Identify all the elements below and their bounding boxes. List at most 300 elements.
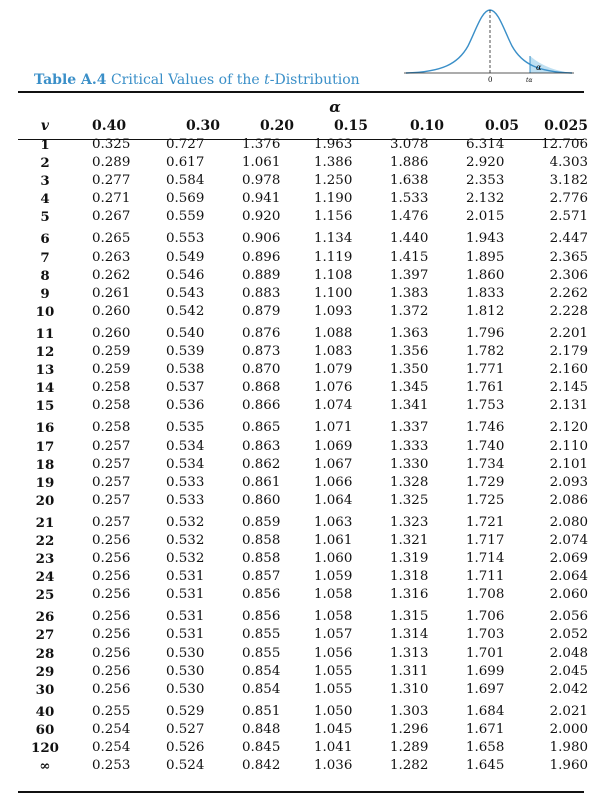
critical-value-cell: 1.057 — [314, 627, 353, 643]
critical-value-cell: 1.440 — [390, 231, 429, 247]
critical-value-cell: 1.761 — [466, 380, 505, 396]
critical-value-cell: 0.848 — [242, 721, 281, 737]
v-header: v — [40, 118, 50, 134]
alpha-col-header: 0.40 — [92, 118, 127, 134]
critical-value-cell: 6.314 — [466, 137, 505, 152]
critical-value-cell: 0.255 — [92, 703, 131, 719]
critical-value-cell: 0.866 — [242, 398, 281, 414]
table-row — [20, 492, 588, 510]
caption-t-symbol: t — [264, 72, 270, 88]
critical-value-cell: 1.041 — [314, 740, 353, 755]
critical-value-cell: 2.052 — [549, 627, 588, 643]
critical-value-cell: 1.356 — [390, 344, 429, 360]
critical-value-cell: 0.865 — [242, 420, 281, 436]
critical-value-cell: 1.812 — [466, 303, 505, 319]
critical-value-cell: 1.703 — [466, 627, 505, 643]
critical-value-cell: 0.861 — [242, 474, 281, 490]
df-cell: 4 — [40, 191, 50, 208]
critical-value-cell: 0.256 — [92, 645, 131, 661]
df-cell: 60 — [35, 721, 55, 738]
critical-value-cell: 2.306 — [549, 267, 588, 283]
critical-value-cell: 2.110 — [549, 438, 588, 454]
top-rule — [18, 91, 584, 93]
critical-value-cell: 1.045 — [314, 721, 353, 737]
critical-value-cell: 0.535 — [166, 420, 205, 436]
critical-value-cell: 0.920 — [242, 209, 281, 225]
df-cell: 19 — [35, 474, 55, 491]
critical-value-cell: 0.529 — [166, 703, 205, 719]
critical-value-cell: 0.257 — [92, 438, 131, 454]
critical-value-cell: 1.684 — [466, 703, 505, 719]
critical-value-cell: 0.536 — [166, 398, 205, 414]
critical-value-cell: 1.088 — [314, 325, 353, 341]
critical-value-cell: 1.064 — [314, 492, 353, 508]
critical-value-cell: 1.782 — [466, 344, 505, 360]
df-cell: 14 — [35, 380, 55, 397]
df-cell: 22 — [35, 532, 55, 549]
table-row — [20, 397, 588, 415]
critical-value-cell: 0.532 — [166, 514, 205, 530]
df-cell: 11 — [35, 325, 55, 342]
df-cell: 16 — [35, 420, 55, 437]
critical-value-cell: 0.267 — [92, 209, 131, 225]
caption-text-before: Critical Values of the — [110, 72, 265, 88]
critical-value-cell: 1.071 — [314, 420, 353, 436]
table-row — [20, 645, 588, 663]
critical-value-cell: 1.319 — [390, 551, 429, 567]
critical-value-cell: 0.553 — [166, 231, 205, 247]
critical-value-cell: 1.282 — [390, 758, 429, 774]
critical-value-cell: 0.532 — [166, 551, 205, 567]
critical-value-cell: 1.060 — [314, 551, 353, 567]
critical-value-cell: 1.337 — [390, 420, 429, 436]
critical-value-cell: 1.323 — [390, 514, 429, 530]
critical-value-cell: 1.328 — [390, 474, 429, 490]
critical-value-cell: 1.697 — [466, 681, 505, 697]
table-row — [20, 415, 588, 437]
critical-value-cell: 2.447 — [549, 231, 588, 247]
critical-value-cell: 2.060 — [549, 587, 588, 603]
critical-value-cell: 0.533 — [166, 474, 205, 490]
df-cell: 5 — [40, 209, 50, 226]
critical-value-cell: 1.296 — [390, 721, 429, 737]
critical-value-cell: 1.886 — [390, 155, 429, 171]
df-cell: 24 — [35, 569, 55, 586]
critical-value-cell: 1.093 — [314, 303, 353, 319]
critical-value-cell: 3.182 — [549, 173, 588, 189]
critical-value-cell: 0.257 — [92, 492, 131, 508]
table-row — [20, 190, 588, 208]
critical-value-cell: 0.539 — [166, 344, 205, 360]
critical-value-cell: 2.145 — [549, 380, 588, 396]
critical-value-cell: 0.896 — [242, 249, 281, 265]
critical-value-cell: 0.257 — [92, 514, 131, 530]
table-body — [20, 136, 588, 775]
critical-value-cell: 12.706 — [541, 137, 588, 152]
critical-value-cell: 1.314 — [390, 627, 429, 643]
critical-value-cell: 0.263 — [92, 249, 131, 265]
critical-value-cell: 1.076 — [314, 380, 353, 396]
table-row — [20, 586, 588, 604]
critical-value-cell: 1.315 — [390, 609, 429, 625]
df-cell: 23 — [35, 551, 55, 568]
critical-value-cell: 2.131 — [549, 398, 588, 414]
table-row — [20, 267, 588, 285]
critical-value-cell: 0.277 — [92, 173, 131, 189]
critical-value-cell: 2.021 — [549, 703, 588, 719]
critical-value-cell: 2.228 — [549, 303, 588, 319]
critical-value-cell: 0.256 — [92, 587, 131, 603]
df-cell: 12 — [35, 344, 55, 361]
critical-value-cell: 0.856 — [242, 609, 281, 625]
critical-value-cell: 0.883 — [242, 285, 281, 301]
df-cell: 13 — [35, 362, 55, 379]
critical-value-cell: 1.533 — [390, 191, 429, 207]
critical-value-cell: 0.527 — [166, 721, 205, 737]
critical-value-cell: 0.256 — [92, 569, 131, 585]
table-row — [20, 568, 588, 586]
table-row — [20, 208, 588, 226]
critical-value-cell: 2.353 — [466, 173, 505, 189]
critical-value-cell: 0.260 — [92, 325, 131, 341]
critical-value-cell: 0.259 — [92, 344, 131, 360]
critical-value-cell: 1.310 — [390, 681, 429, 697]
table-row — [20, 532, 588, 550]
critical-value-cell: 1.980 — [549, 740, 588, 755]
df-cell: 28 — [35, 645, 55, 662]
table-row — [20, 154, 588, 172]
alpha-col-header: 0.025 — [544, 118, 588, 134]
critical-value-cell: 0.531 — [166, 569, 205, 585]
critical-value-cell: 1.156 — [314, 209, 353, 225]
table-row — [20, 663, 588, 681]
table-row — [20, 285, 588, 303]
distribution-curve — [406, 10, 572, 73]
critical-value-cell: 1.303 — [390, 703, 429, 719]
critical-value-cell: 0.258 — [92, 420, 131, 436]
critical-value-cell: 0.856 — [242, 587, 281, 603]
df-cell: 25 — [35, 587, 55, 604]
critical-value-cell: 1.036 — [314, 758, 353, 774]
table-row — [20, 456, 588, 474]
critical-value-cell: 0.325 — [92, 137, 131, 152]
critical-value-cell: 0.271 — [92, 191, 131, 207]
t-distribution-figure — [402, 2, 578, 86]
critical-value-cell: 1.061 — [242, 155, 281, 171]
critical-value-cell: 0.532 — [166, 532, 205, 548]
critical-value-cell: 1.055 — [314, 681, 353, 697]
critical-value-cell: 0.542 — [166, 303, 205, 319]
critical-value-cell: 0.537 — [166, 380, 205, 396]
critical-value-cell: 1.383 — [390, 285, 429, 301]
critical-value-cell: 0.727 — [166, 137, 205, 152]
critical-value-cell: 1.345 — [390, 380, 429, 396]
alpha-header: α — [329, 98, 341, 116]
critical-value-cell: 0.531 — [166, 587, 205, 603]
critical-value-cell: 1.708 — [466, 587, 505, 603]
zero-label: 0 — [488, 76, 493, 84]
critical-value-cell: 0.543 — [166, 285, 205, 301]
alpha-col-header: 0.10 — [409, 118, 445, 134]
critical-value-cell: 2.080 — [549, 514, 588, 530]
critical-value-cell: 1.711 — [466, 569, 505, 585]
critical-value-cell: 1.376 — [242, 137, 281, 152]
critical-value-cell: 1.058 — [314, 587, 353, 603]
critical-value-cell: 0.559 — [166, 209, 205, 225]
table-row — [20, 172, 588, 190]
critical-value-cell: 1.313 — [390, 645, 429, 661]
critical-value-cell: 1.699 — [466, 663, 505, 679]
caption-text-after: -Distribution — [269, 72, 360, 88]
critical-value-cell: 2.179 — [549, 344, 588, 360]
critical-value-cell: 0.254 — [92, 740, 131, 755]
bottom-rule — [18, 791, 584, 793]
critical-value-cell: 1.372 — [390, 303, 429, 319]
critical-value-cell: 1.190 — [314, 191, 353, 207]
df-cell: 30 — [35, 681, 55, 698]
table-row — [20, 438, 588, 456]
table-number: Table A.4 — [34, 72, 107, 88]
critical-value-cell: 0.260 — [92, 303, 131, 319]
critical-value-cell: 1.729 — [466, 474, 505, 490]
critical-value-cell: 2.000 — [549, 721, 588, 737]
alpha-col-header: 0.05 — [484, 118, 520, 134]
critical-value-cell: 0.862 — [242, 456, 281, 472]
df-cell: 27 — [35, 627, 55, 644]
critical-value-cell: 1.250 — [314, 173, 353, 189]
critical-value-cell: 0.842 — [242, 758, 281, 774]
df-cell: 7 — [40, 249, 50, 266]
critical-value-cell: 1.074 — [314, 398, 353, 414]
critical-value-cell: 1.960 — [549, 758, 588, 774]
critical-value-cell: 2.120 — [549, 420, 588, 436]
df-cell: 26 — [35, 609, 55, 626]
table-row — [20, 474, 588, 492]
critical-value-cell: 0.254 — [92, 721, 131, 737]
critical-value-cell: 2.015 — [466, 209, 505, 225]
critical-value-cell: 0.584 — [166, 173, 205, 189]
critical-value-cell: 0.870 — [242, 362, 281, 378]
critical-value-cell: 1.658 — [466, 740, 505, 755]
critical-value-cell: 0.531 — [166, 627, 205, 643]
header-row — [20, 116, 588, 136]
critical-value-cell: 2.056 — [549, 609, 588, 625]
critical-value-cell: 1.067 — [314, 456, 353, 472]
critical-value-cell: 1.638 — [390, 173, 429, 189]
critical-values-table — [20, 116, 588, 775]
critical-value-cell: 1.721 — [466, 514, 505, 530]
critical-value-cell: 1.316 — [390, 587, 429, 603]
table-row — [20, 699, 588, 721]
critical-value-cell: 1.717 — [466, 532, 505, 548]
table-row — [20, 136, 588, 154]
critical-value-cell: 1.341 — [390, 398, 429, 414]
table-caption — [34, 72, 360, 88]
critical-value-cell: 0.538 — [166, 362, 205, 378]
table-row — [20, 604, 588, 626]
critical-value-cell: 0.253 — [92, 758, 131, 774]
critical-value-cell: 0.257 — [92, 474, 131, 490]
critical-value-cell: 1.833 — [466, 285, 505, 301]
critical-value-cell: 1.321 — [390, 532, 429, 548]
critical-value-cell: 1.056 — [314, 645, 353, 661]
critical-value-cell: 0.257 — [92, 456, 131, 472]
critical-value-cell: 1.476 — [390, 209, 429, 225]
critical-value-cell: 1.100 — [314, 285, 353, 301]
df-cell: 20 — [35, 492, 55, 509]
critical-value-cell: 2.064 — [549, 569, 588, 585]
df-cell: 120 — [31, 740, 59, 756]
critical-value-cell: 0.855 — [242, 627, 281, 643]
critical-value-cell: 0.546 — [166, 267, 205, 283]
df-cell: 15 — [35, 398, 55, 415]
critical-value-cell: 0.256 — [92, 551, 131, 567]
table-row — [20, 681, 588, 699]
critical-value-cell: 1.397 — [390, 267, 429, 283]
critical-value-cell: 1.119 — [314, 249, 353, 265]
critical-value-cell: 1.363 — [390, 325, 429, 341]
critical-value-cell: 2.069 — [549, 551, 588, 567]
critical-value-cell: 1.746 — [466, 420, 505, 436]
critical-value-cell: 2.086 — [549, 492, 588, 508]
critical-value-cell: 0.534 — [166, 456, 205, 472]
critical-value-cell: 1.318 — [390, 569, 429, 585]
critical-value-cell: 0.860 — [242, 492, 281, 508]
critical-value-cell: 0.941 — [242, 191, 281, 207]
critical-value-cell: 1.645 — [466, 758, 505, 774]
critical-value-cell: 0.845 — [242, 740, 281, 755]
table-row — [20, 721, 588, 739]
critical-value-cell: 1.063 — [314, 514, 353, 530]
critical-value-cell: 0.289 — [92, 155, 131, 171]
critical-value-cell: 1.671 — [466, 721, 505, 737]
table-row — [20, 321, 588, 343]
table-row — [20, 550, 588, 568]
critical-value-cell: 1.860 — [466, 267, 505, 283]
df-cell: 21 — [35, 514, 55, 531]
table-row — [20, 739, 588, 757]
critical-value-cell: 1.325 — [390, 492, 429, 508]
df-cell: 9 — [40, 285, 50, 302]
df-cell: 10 — [35, 303, 55, 320]
table-row — [20, 249, 588, 267]
alpha-col-header: 0.30 — [185, 118, 221, 134]
critical-value-cell: 1.701 — [466, 645, 505, 661]
critical-value-cell: 1.796 — [466, 325, 505, 341]
critical-value-cell: 2.920 — [466, 155, 505, 171]
critical-value-cell: 2.365 — [549, 249, 588, 265]
critical-value-cell: 0.262 — [92, 267, 131, 283]
critical-value-cell: 0.617 — [166, 155, 205, 171]
critical-value-cell: 3.078 — [390, 137, 429, 152]
critical-value-cell: 0.530 — [166, 645, 205, 661]
critical-value-cell: 0.533 — [166, 492, 205, 508]
critical-value-cell: 0.256 — [92, 681, 131, 697]
critical-value-cell: 1.289 — [390, 740, 429, 755]
critical-value-cell: 0.855 — [242, 645, 281, 661]
critical-value-cell: 1.725 — [466, 492, 505, 508]
df-cell: 40 — [35, 703, 55, 720]
critical-value-cell: 2.048 — [549, 645, 588, 661]
critical-value-cell: 1.050 — [314, 703, 353, 719]
df-cell: 2 — [40, 155, 50, 172]
critical-value-cell: 1.771 — [466, 362, 505, 378]
critical-value-cell: 0.854 — [242, 663, 281, 679]
critical-value-cell: 2.160 — [549, 362, 588, 378]
critical-value-cell: 1.706 — [466, 609, 505, 625]
critical-value-cell: 2.093 — [549, 474, 588, 490]
critical-value-cell: 0.258 — [92, 398, 131, 414]
critical-value-cell: 0.854 — [242, 681, 281, 697]
critical-value-cell: 0.526 — [166, 740, 205, 755]
critical-value-cell: 2.262 — [549, 285, 588, 301]
table-row — [20, 303, 588, 321]
critical-value-cell: 0.530 — [166, 681, 205, 697]
critical-value-cell: 2.042 — [549, 681, 588, 697]
critical-value-cell: 0.265 — [92, 231, 131, 247]
critical-value-cell: 0.549 — [166, 249, 205, 265]
critical-value-cell: 0.524 — [166, 758, 205, 774]
table-row — [20, 361, 588, 379]
critical-value-cell: 0.868 — [242, 380, 281, 396]
critical-value-cell: 1.311 — [390, 663, 429, 679]
critical-value-cell: 0.879 — [242, 303, 281, 319]
critical-value-cell: 0.876 — [242, 325, 281, 341]
critical-value-cell: 1.963 — [314, 137, 353, 152]
critical-value-cell: 2.132 — [466, 191, 505, 207]
critical-value-cell: 1.753 — [466, 398, 505, 414]
critical-value-cell: 1.386 — [314, 155, 353, 171]
df-cell: 6 — [40, 231, 50, 248]
critical-value-cell: 2.101 — [549, 456, 588, 472]
critical-value-cell: 0.858 — [242, 532, 281, 548]
critical-value-cell: 1.895 — [466, 249, 505, 265]
critical-value-cell: 1.333 — [390, 438, 429, 454]
critical-value-cell: 1.083 — [314, 344, 353, 360]
df-cell: 17 — [35, 438, 55, 455]
critical-value-cell: 1.415 — [390, 249, 429, 265]
critical-value-cell: 0.259 — [92, 362, 131, 378]
critical-value-cell: 0.569 — [166, 191, 205, 207]
df-cell: 29 — [35, 663, 55, 680]
critical-value-cell: 0.857 — [242, 569, 281, 585]
df-cell: 3 — [40, 173, 50, 190]
df-cell: 8 — [40, 267, 50, 284]
critical-value-cell: 0.858 — [242, 551, 281, 567]
critical-value-cell: 0.540 — [166, 325, 205, 341]
critical-value-cell: 0.256 — [92, 663, 131, 679]
critical-value-cell: 1.134 — [314, 231, 353, 247]
critical-value-cell: 0.534 — [166, 438, 205, 454]
df-cell: ∞ — [39, 758, 51, 775]
critical-value-cell: 1.079 — [314, 362, 353, 378]
critical-value-cell: 0.256 — [92, 532, 131, 548]
critical-value-cell: 0.873 — [242, 344, 281, 360]
critical-value-cell: 1.061 — [314, 532, 353, 548]
critical-value-cell: 0.851 — [242, 703, 281, 719]
alpha-figure-label: α — [536, 63, 542, 72]
critical-value-cell: 1.058 — [314, 609, 353, 625]
critical-value-cell: 1.740 — [466, 438, 505, 454]
df-cell: 1 — [40, 137, 50, 153]
critical-value-cell: 1.350 — [390, 362, 429, 378]
critical-value-cell: 0.258 — [92, 380, 131, 396]
critical-value-cell: 0.863 — [242, 438, 281, 454]
critical-value-cell: 1.059 — [314, 569, 353, 585]
critical-value-cell: 1.330 — [390, 456, 429, 472]
table-row — [20, 626, 588, 644]
alpha-col-header: 0.20 — [259, 118, 295, 134]
